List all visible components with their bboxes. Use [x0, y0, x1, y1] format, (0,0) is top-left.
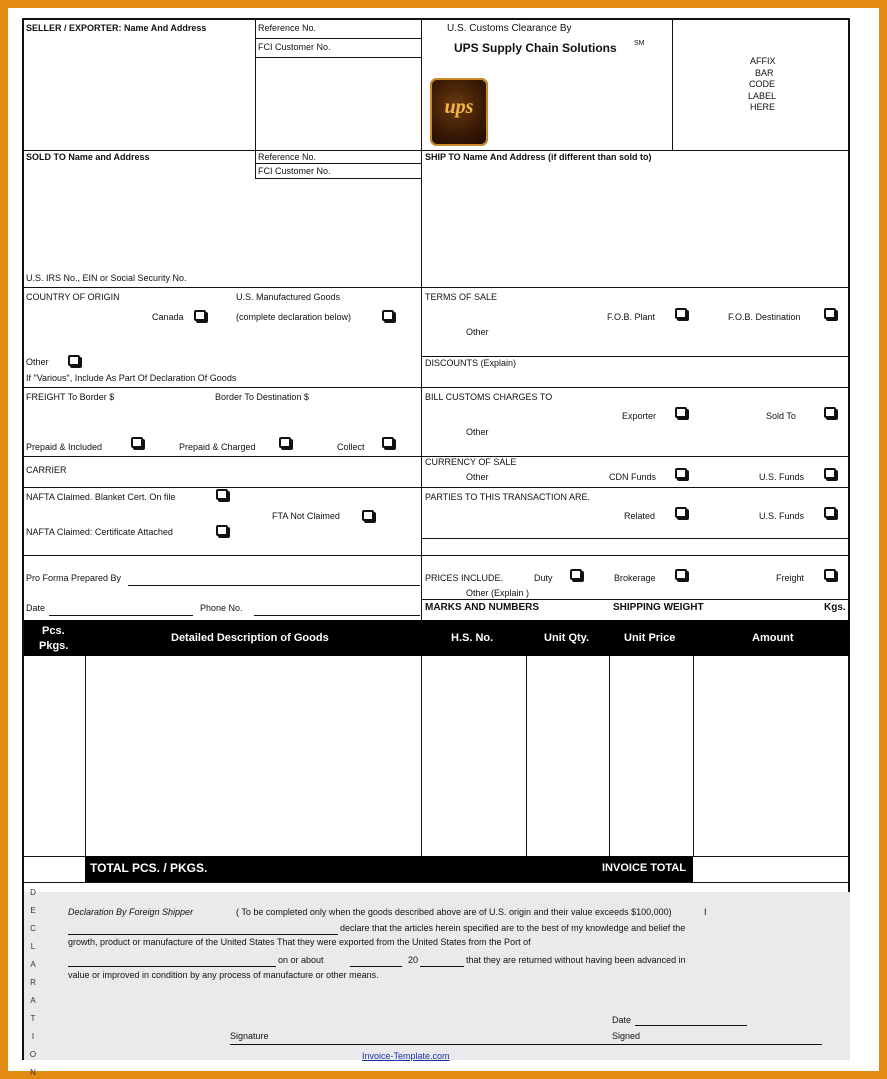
customs-cleared-by: U.S. Customs Clearance By [447, 23, 572, 34]
parties-us-funds-label: U.S. Funds [759, 511, 805, 521]
canada-label: Canada [152, 312, 184, 322]
center-divider [421, 20, 422, 620]
declaration-note: ( To be completed only when the goods described above are of U.S. origin and their value exceeds $100,000) [236, 907, 672, 917]
barcode-label-line: BAR [755, 68, 774, 78]
page-background [8, 8, 879, 1077]
declaration-letter: I [31, 1032, 35, 1041]
irs-number-label: U.S. IRS No., EIN or Social Security No. [26, 273, 187, 283]
fob-plant-label: F.O.B. Plant [607, 312, 656, 322]
decl-date-label: Date [612, 1015, 632, 1025]
currency-label: CURRENCY OF SALE [425, 457, 517, 467]
declaration-line4: value or improved in condition by any process of manufacture or other means. [68, 970, 379, 980]
us-manufactured-label: U.S. Manufactured Goods [236, 292, 341, 302]
date-label: Date [26, 603, 46, 613]
brokerage-label: Brokerage [614, 573, 656, 583]
bill-other-label: Other [466, 427, 489, 437]
bill-customs-label: BILL CUSTOMS CHARGES TO [425, 392, 553, 402]
ups-shield-logo: ups [430, 78, 488, 146]
sold-to-reference-label: Reference No. [258, 152, 317, 162]
divider [24, 555, 850, 556]
country-of-origin-label: COUNTRY OF ORIGIN [26, 292, 120, 302]
exporter-label: Exporter [622, 411, 657, 421]
carrier-label: CARRIER [26, 465, 67, 475]
decl-date-field[interactable] [635, 1025, 747, 1026]
phone-label: Phone No. [200, 603, 243, 613]
terms-other-label: Other [466, 327, 489, 337]
declaration-line2: growth, product or manufacture of the United States That they were exported from the United States from the Port of [68, 937, 531, 947]
column-line [421, 656, 422, 856]
divider [421, 599, 850, 600]
total-pcs-label: TOTAL PCS. / PKGS. [90, 861, 208, 875]
cdn-funds-checkbox[interactable] [675, 468, 687, 479]
collect-label: Collect [337, 442, 365, 452]
canada-checkbox[interactable] [194, 310, 206, 321]
border-to-destination-label: Border To Destination $ [215, 392, 309, 402]
us-manufactured-checkbox[interactable] [382, 310, 394, 321]
divider [255, 163, 421, 164]
kgs-label: Kgs. [824, 602, 846, 613]
ship-to-title: SHIP TO Name And Address (if different than sold to) [425, 152, 652, 162]
divider [672, 20, 673, 150]
parties-us-funds-checkbox[interactable] [824, 507, 836, 518]
col-unit-price: Unit Price [624, 632, 676, 644]
year-field[interactable] [420, 966, 464, 967]
divider [24, 150, 850, 151]
marks-numbers-label: MARKS AND NUMBERS [425, 602, 540, 613]
prepaid-included-checkbox[interactable] [131, 437, 143, 448]
complete-declaration-label: (complete declaration below) [236, 312, 352, 322]
divider [255, 57, 421, 58]
related-label: Related [624, 511, 656, 521]
declaration-letter: C [30, 924, 36, 933]
fob-destination-label: F.O.B. Destination [728, 312, 801, 322]
divider [255, 38, 421, 39]
date-day-field[interactable] [350, 966, 402, 967]
column-line [693, 656, 694, 856]
duty-checkbox[interactable] [570, 569, 582, 580]
col-amount: Amount [752, 632, 794, 644]
divider [24, 882, 850, 883]
prices-other-label: Other (Explain ) [466, 588, 530, 598]
barcode-label-line: HERE [750, 102, 776, 112]
date-field[interactable] [49, 615, 193, 616]
declaration-section [24, 888, 850, 1077]
parties-label: PARTIES TO THIS TRANSACTION ARE. [425, 492, 591, 502]
divider [421, 538, 850, 539]
exporter-checkbox[interactable] [675, 407, 687, 418]
brokerage-checkbox[interactable] [675, 569, 687, 580]
signature-field[interactable] [230, 1044, 822, 1045]
prices-include-label: PRICES INCLUDE. [425, 573, 504, 583]
duty-label: Duty [534, 573, 553, 583]
port-field[interactable] [68, 966, 276, 967]
declaration-letter: L [30, 942, 36, 951]
bill-sold-to-label: Sold To [766, 411, 796, 421]
column-line [609, 656, 610, 856]
invoice-total-label: INVOICE TOTAL [602, 862, 686, 874]
declaration-letter: O [29, 1050, 37, 1059]
col-pkgs: Pkgs. [39, 640, 69, 652]
divider [421, 356, 850, 357]
currency-other-label: Other [466, 472, 489, 482]
fta-not-claimed-checkbox[interactable] [362, 510, 374, 521]
col-hs-no: H.S. No. [451, 632, 494, 644]
col-unit-qty: Unit Qty. [544, 632, 590, 644]
proforma-prepared-label: Pro Forma Prepared By [26, 573, 122, 583]
col-description: Detailed Description of Goods [171, 632, 329, 644]
divider [255, 20, 256, 150]
shipping-weight-label: SHIPPING WEIGHT [613, 602, 704, 613]
divider [24, 287, 850, 288]
divider [24, 387, 850, 388]
prepaid-included-label: Prepaid & Included [26, 442, 103, 452]
seller-title: SELLER / EXPORTER: Name And Address [26, 23, 207, 33]
shipper-name-field[interactable] [68, 934, 338, 935]
barcode-label-line: AFFIX [750, 56, 776, 66]
declaration-letter: A [30, 960, 36, 969]
terms-of-sale-label: TERMS OF SALE [425, 292, 498, 302]
sold-to-fci-label: FCI Customer No. [258, 166, 331, 176]
declaration-letter: T [30, 1014, 36, 1023]
col-pcs: Pcs. [42, 625, 65, 637]
nafta-attached-label: NAFTA Claimed: Certificate Attached [26, 527, 173, 537]
divider [24, 487, 850, 488]
seller-reference-label: Reference No. [258, 23, 317, 33]
phone-field[interactable] [254, 615, 420, 616]
declaration-letter: D [30, 888, 36, 897]
declaration-letter: A [30, 996, 36, 1005]
origin-other-label: Other [26, 357, 49, 367]
commercial-invoice-form [22, 18, 850, 1077]
declaration-letter: E [30, 906, 36, 915]
on-or-about-label: on or about [278, 955, 324, 965]
declaration-i: I [704, 907, 707, 917]
prepaid-charged-label: Prepaid & Charged [179, 442, 256, 452]
column-line [526, 656, 527, 856]
barcode-label-line: CODE [749, 79, 776, 89]
seller-fci-label: FCI Customer No. [258, 42, 331, 52]
nafta-blanket-label: NAFTA Claimed. Blanket Cert. On file [26, 492, 176, 502]
us-funds-label: U.S. Funds [759, 472, 805, 482]
sold-to-title: SOLD TO Name and Address [26, 152, 150, 162]
fob-plant-checkbox[interactable] [675, 308, 687, 319]
nafta-attached-checkbox[interactable] [216, 525, 228, 536]
origin-other-checkbox[interactable] [68, 355, 80, 366]
prepaid-charged-checkbox[interactable] [279, 437, 291, 448]
declaration-letter: N [30, 1068, 36, 1077]
divider [255, 150, 256, 178]
fta-not-claimed-label: FTA Not Claimed [272, 511, 340, 521]
barcode-label-line: LABEL [748, 91, 777, 101]
declaration-letter: R [30, 978, 36, 987]
year-prefix: 20 [408, 955, 419, 965]
collect-checkbox[interactable] [382, 437, 394, 448]
us-funds-checkbox[interactable] [824, 468, 836, 479]
declaration-title: Declaration By Foreign Shipper [68, 907, 194, 917]
fob-destination-checkbox[interactable] [824, 308, 836, 319]
cdn-funds-label: CDN Funds [609, 472, 657, 482]
freight-to-border-label: FREIGHT To Border $ [26, 392, 115, 402]
prepared-by-field[interactable] [128, 585, 420, 586]
column-line [85, 656, 86, 856]
related-checkbox[interactable] [675, 507, 687, 518]
divider [255, 178, 421, 179]
freight-label: Freight [776, 573, 805, 583]
freight-checkbox[interactable] [824, 569, 836, 580]
bill-sold-to-checkbox[interactable] [824, 407, 836, 418]
service-mark: SM [634, 40, 645, 47]
ups-company-name: UPS Supply Chain Solutions [454, 41, 617, 55]
table-header [24, 620, 850, 656]
discounts-label: DISCOUNTS (Explain) [425, 358, 517, 368]
signature-label: Signature [230, 1031, 269, 1041]
declaration-line1: declare that the articles herein specified are to the best of my knowledge and belief the [340, 923, 686, 933]
various-note: If "Various", Include As Part Of Declaration Of Goods [26, 373, 237, 383]
invoice-template-link[interactable]: Invoice-Template.com [362, 1051, 450, 1061]
declaration-line3: that they are returned without having been advanced in [466, 955, 686, 965]
signed-label: Signed [612, 1031, 641, 1041]
nafta-blanket-checkbox[interactable] [216, 489, 228, 500]
